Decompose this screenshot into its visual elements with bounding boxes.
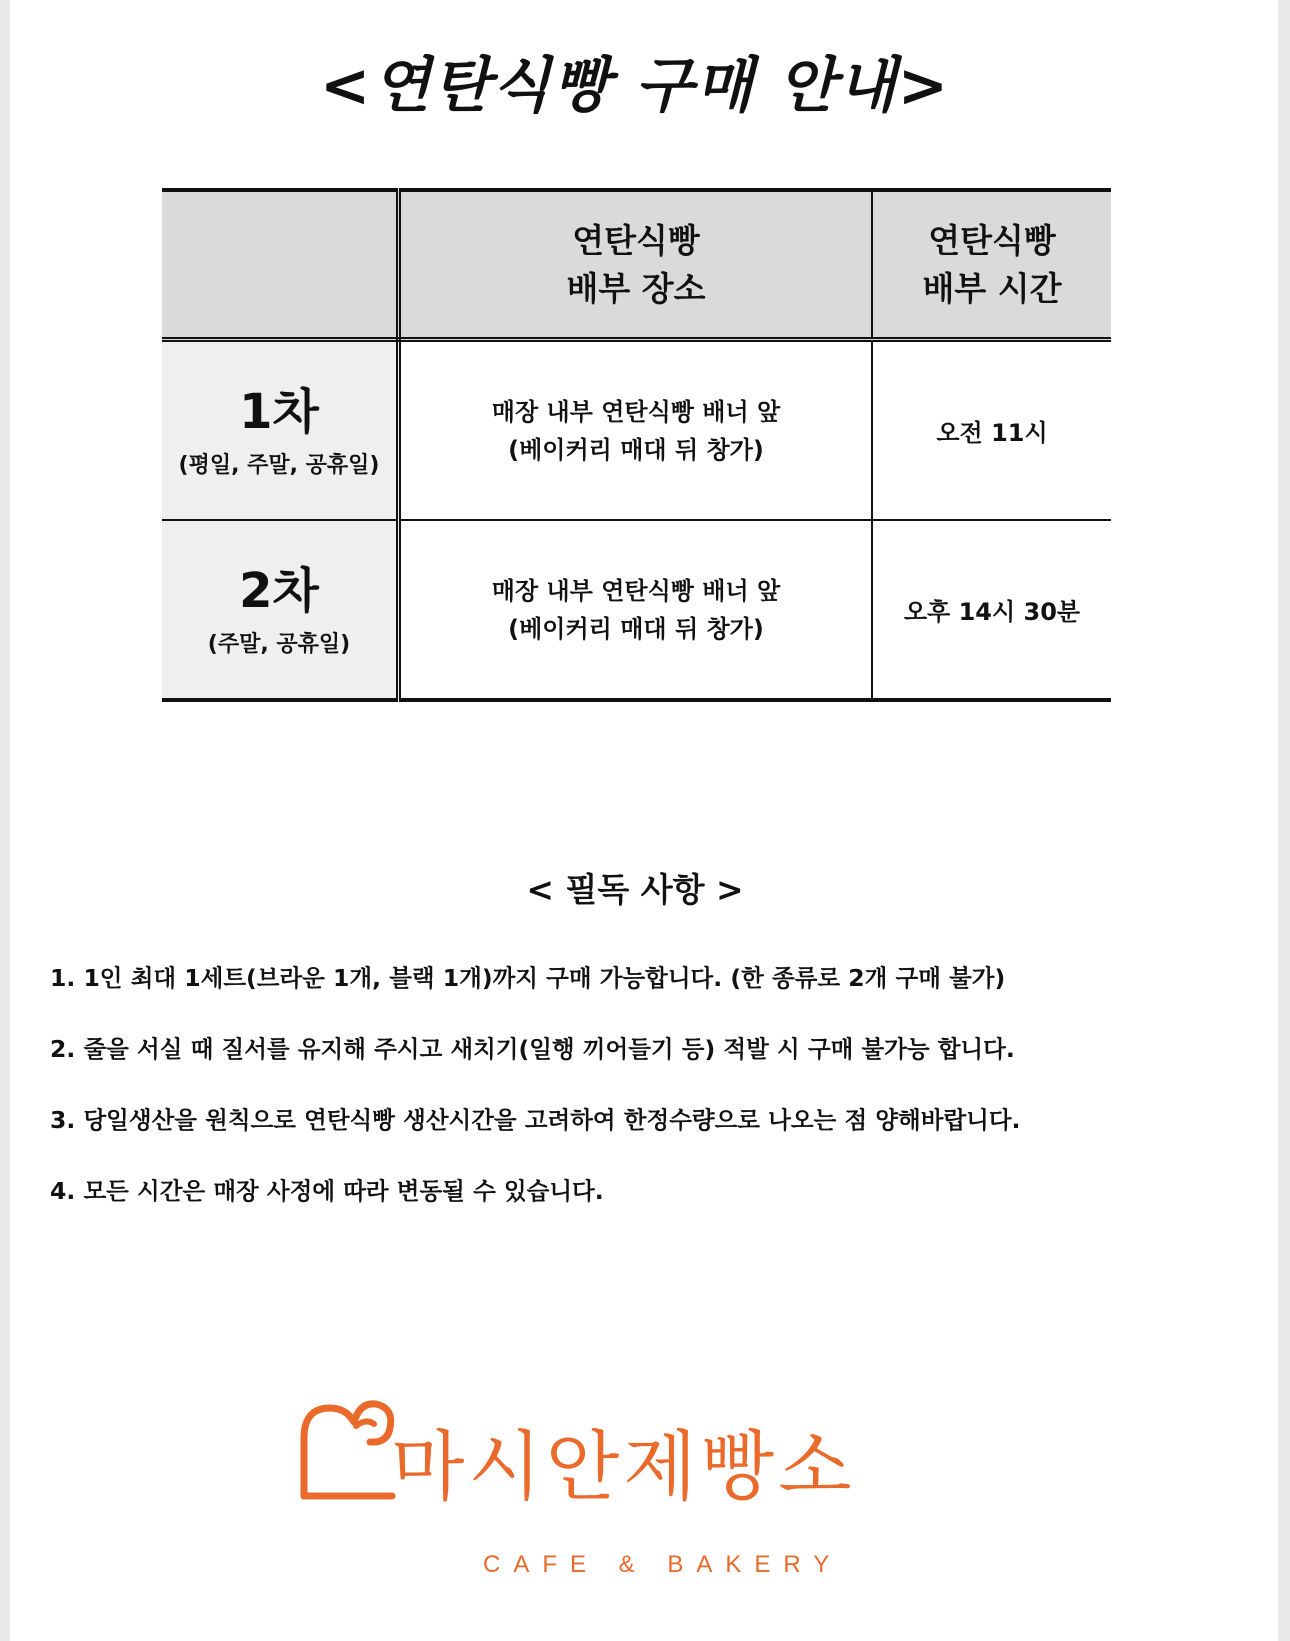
notice-item: 3. 당일생산을 원칙으로 연탄식빵 생산시간을 고려하여 한정수량으로 나오는 점 양해바랍니다. (50, 1106, 1021, 1134)
round-cell (162, 340, 399, 521)
table-row (162, 520, 1111, 700)
notice-item: 2. 줄을 서실 때 질서를 유지해 주시고 새치기(일행 끼어들기 등) 적발 시 구매 불가능 합니다. (50, 1035, 1015, 1063)
header-time-line2: 배부 시간 (922, 268, 1062, 308)
distribution-table (162, 188, 1111, 702)
table-header-row (162, 190, 1111, 340)
brand-logo (296, 1388, 996, 1588)
table-row (162, 340, 1111, 521)
location-line2: (베이커리 매대 뒤 창가) (508, 435, 764, 464)
time-cell: 오전 11시 (872, 340, 1111, 521)
header-time-line1: 연탄식빵 (928, 220, 1056, 260)
location-line1: 매장 내부 연탄식빵 배너 앞 (491, 576, 781, 605)
location-line1: 매장 내부 연탄식빵 배너 앞 (491, 397, 781, 426)
location-cell (399, 520, 873, 700)
notice-item: 1. 1인 최대 1세트(브라운 1개, 블랙 1개)까지 구매 가능합니다. (한 종류로 2개 구매 불가) (50, 964, 1006, 992)
notice-item: 4. 모든 시간은 매장 사정에 따라 변동될 수 있습니다. (50, 1177, 604, 1205)
brand-subtitle: CAFE & BAKERY (483, 1551, 843, 1578)
round-cell (162, 520, 399, 700)
location-line2: (베이커리 매대 뒤 창가) (508, 614, 764, 643)
header-time (872, 190, 1111, 340)
round-label: 2차 (239, 563, 319, 619)
header-empty-cell (162, 190, 399, 340)
notice-title: < 필독 사항 > (526, 870, 744, 909)
round-days: (주말, 공휴일) (207, 632, 351, 657)
header-location-line2: 배부 장소 (566, 268, 706, 308)
brand-name: 마시안제빵소 (391, 1422, 856, 1511)
header-location (399, 190, 873, 340)
round-label: 1차 (239, 384, 319, 440)
page-title: <연탄식빵 구매 안내> (319, 51, 950, 121)
round-days: (평일, 주말, 공휴일) (178, 453, 380, 478)
location-cell (399, 340, 873, 521)
time-cell: 오후 14시 30분 (872, 520, 1111, 700)
notice-list (50, 958, 1020, 1242)
header-location-line1: 연탄식빵 (572, 220, 700, 260)
bread-icon (296, 1398, 396, 1508)
